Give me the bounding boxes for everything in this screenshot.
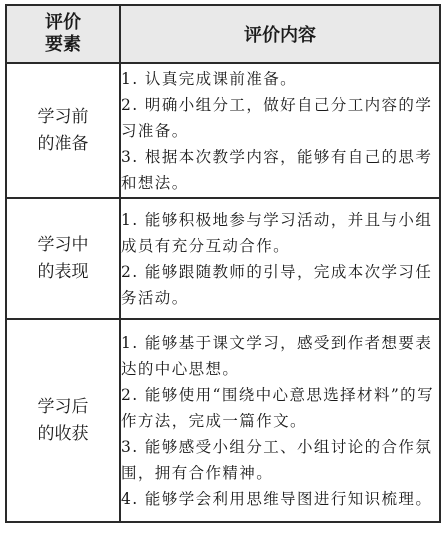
table-row — [6, 319, 440, 522]
category-label: 学习前 的准备 — [37, 106, 89, 154]
header-evaluation-element — [6, 5, 120, 63]
content-item: 1. 认真完成课前准备。 — [121, 69, 298, 88]
content-item: 2. 能够使用“围绕中心意思选择材料”的写作方法，完成一篇作文。 — [121, 385, 434, 430]
content-item: 2. 明确小组分工，做好自己分工内容的学习准备。 — [121, 95, 433, 140]
content-item: 4. 能够学会利用思维导图进行知识梳理。 — [121, 489, 433, 508]
content-item: 1. 能够基于课文学习，感受到作者想要表达的中心思想。 — [121, 333, 433, 378]
table-row — [6, 63, 440, 198]
content-item: 1. 能够积极地参与学习活动，并且与小组成员有充分互动合作。 — [121, 210, 433, 255]
content-item: 3. 根据本次教学内容，能够有自己的思考和想法。 — [121, 147, 433, 192]
content-cell — [120, 319, 440, 522]
content-item: 3. 能够感受小组分工、小组讨论的合作氛围，拥有合作精神。 — [121, 437, 433, 482]
header-evaluation-element-label: 评价 要素 — [45, 12, 81, 55]
category-cell — [6, 319, 120, 522]
table-row — [6, 198, 440, 319]
content-cell — [120, 63, 440, 198]
category-label: 学习中 的表现 — [37, 234, 89, 282]
content-item: 2. 能够跟随教师的引导，完成本次学习任务活动。 — [121, 262, 433, 307]
category-label: 学习后 的收获 — [37, 396, 89, 444]
header-evaluation-content-label: 评价内容 — [244, 25, 316, 46]
category-cell — [6, 63, 120, 198]
content-cell — [120, 198, 440, 319]
header-evaluation-content — [120, 5, 440, 63]
evaluation-table — [5, 4, 441, 523]
table-header-row — [6, 5, 440, 63]
category-cell — [6, 198, 120, 319]
